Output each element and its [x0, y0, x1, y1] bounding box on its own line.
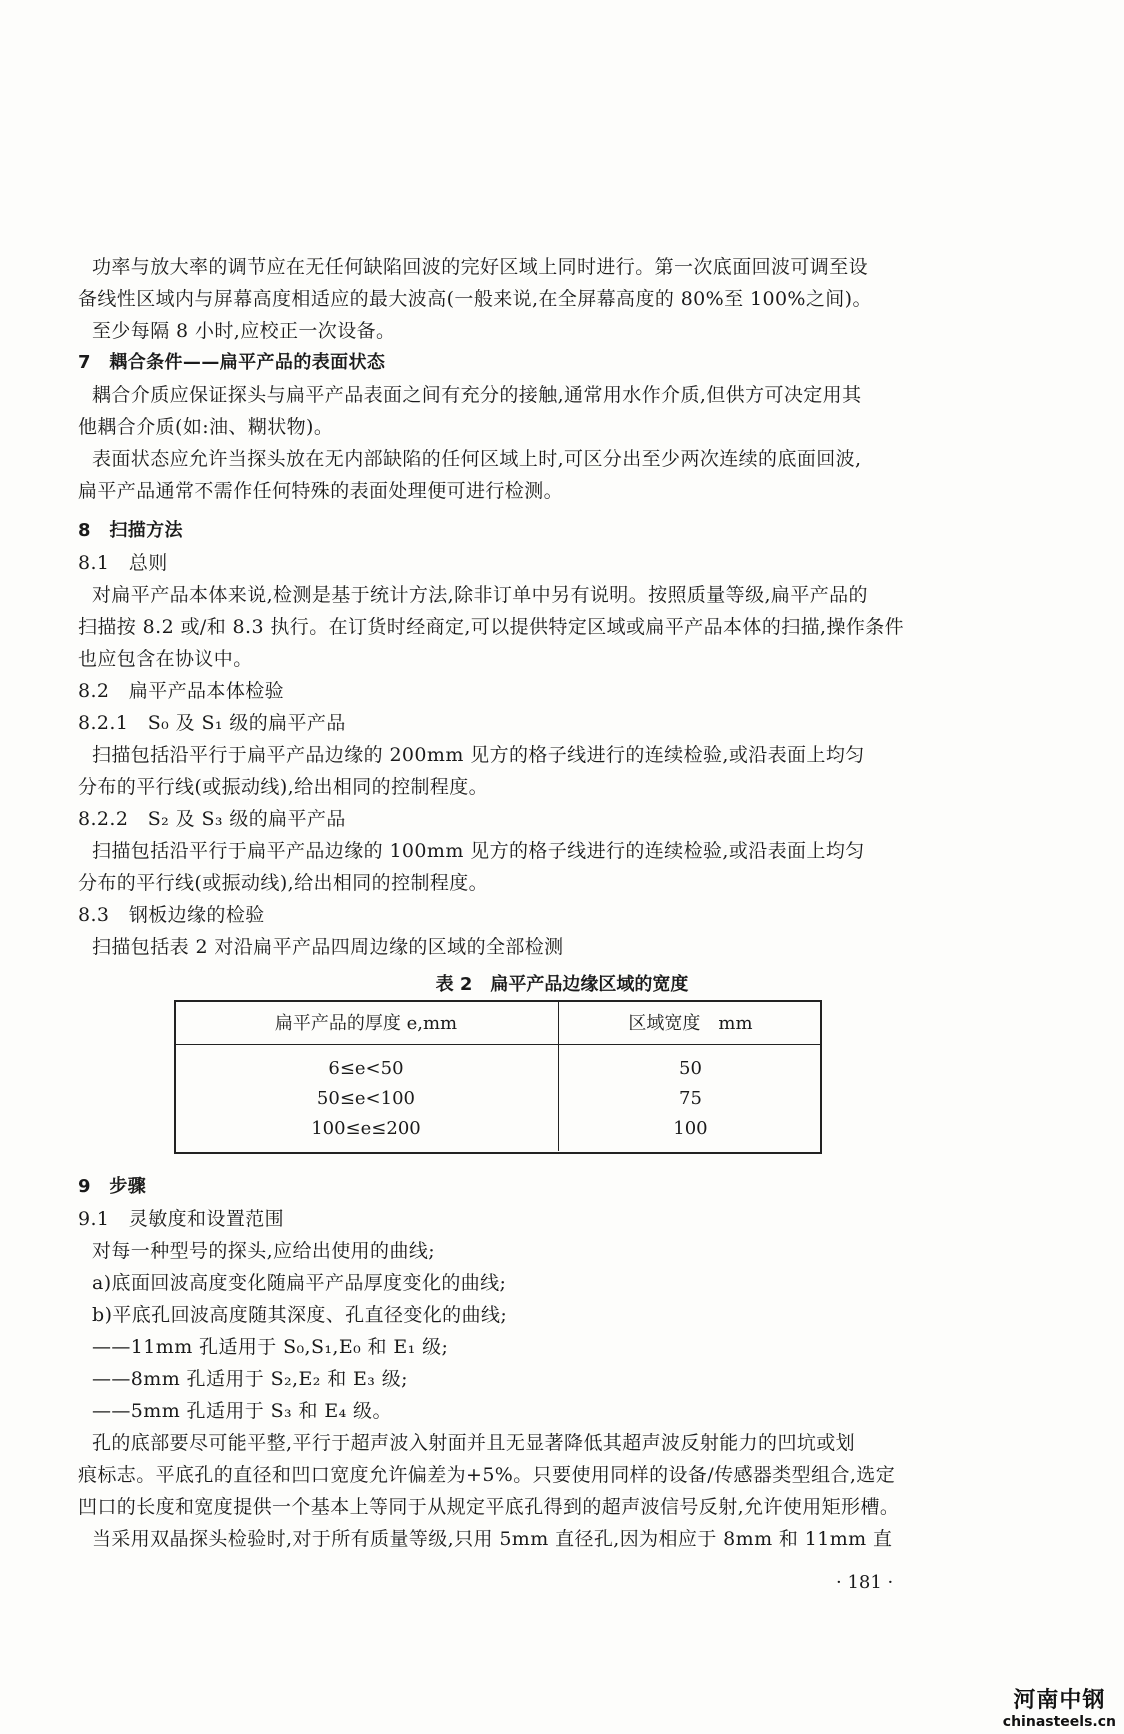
paragraph-line: 分布的平行线(或振动线),给出相同的控制程度。	[78, 776, 489, 798]
list-item: ——11mm 孔适用于 S₀,S₁,E₀ 和 E₁ 级;	[92, 1336, 449, 1358]
table-row	[174, 1113, 822, 1151]
list-item: ——5mm 孔适用于 S₃ 和 E₄ 级。	[92, 1400, 392, 1422]
paragraph-line: 至少每隔 8 小时,应校正一次设备。	[92, 320, 396, 342]
table-caption: 表 2 扁平产品边缘区域的宽度	[435, 974, 689, 995]
subsection-heading-9-1: 9.1 灵敏度和设置范围	[78, 1208, 285, 1230]
section-heading-9: 9 步骤	[78, 1176, 147, 1197]
subsection-heading-8-3: 8.3 钢板边缘的检验	[78, 904, 265, 926]
table-cell: 100≤e≤200	[311, 1117, 421, 1139]
paragraph-line: 凹口的长度和宽度提供一个基本上等同于从规定平底孔得到的超声波信号反射,允许使用矩形槽。	[78, 1496, 900, 1518]
paragraph-line: 孔的底部要尽可能平整,平行于超声波入射面并且无显著降低其超声波反射能力的凹坑或划	[92, 1432, 856, 1454]
paragraph-line: 扫描包括表 2 对沿扁平产品四周边缘的区域的全部检测	[92, 936, 564, 958]
list-item: ——8mm 孔适用于 S₂,E₂ 和 E₃ 级;	[92, 1368, 408, 1390]
paragraph-line: 扫描包括沿平行于扁平产品边缘的 200mm 见方的格子线进行的连续检验,或沿表面上均匀	[92, 744, 865, 766]
paragraph-line: 对每一种型号的探头,应给出使用的曲线;	[92, 1240, 436, 1262]
watermark-title: 河南中钢	[1013, 1688, 1106, 1713]
table-cell: 6≤e<50	[328, 1057, 404, 1079]
watermark-url: chinasteels.cn	[1002, 1714, 1116, 1730]
page-number: · 181 ·	[836, 1572, 894, 1593]
paragraph-line: 他耦合介质(如:油、糊状物)。	[78, 416, 334, 438]
paragraph-line: 表面状态应允许当探头放在无内部缺陷的任何区域上时,可区分出至少两次连续的底面回波,	[92, 448, 862, 470]
paragraph-line: 耦合介质应保证探头与扁平产品表面之间有充分的接触,通常用水作介质,但供方可决定用其	[92, 384, 862, 406]
table-header-width: 区域宽度 mm	[558, 1000, 822, 1045]
paragraph-line: 痕标志。平底孔的直径和凹口宽度允许偏差为+5%。只要使用同样的设备/传感器类型组合,选定	[78, 1464, 896, 1486]
subsection-heading-8-2-2: 8.2.2 S₂ 及 S₃ 级的扁平产品	[78, 808, 346, 830]
subsection-heading-8-2: 8.2 扁平产品本体检验	[78, 680, 285, 702]
list-item: a)底面回波高度变化随扁平产品厚度变化的曲线;	[92, 1272, 507, 1294]
table-cell: 100	[558, 1113, 822, 1151]
table-cell: 50	[558, 1045, 822, 1084]
subsection-heading-8-2-1: 8.2.1 S₀ 及 S₁ 级的扁平产品	[78, 712, 346, 734]
paragraph-line: 也应包含在协议中。	[78, 648, 253, 670]
table-row	[174, 1045, 822, 1084]
paragraph-line: 功率与放大率的调节应在无任何缺陷回波的完好区域上同时进行。第一次底面回波可调至设	[92, 256, 869, 278]
subsection-heading-8-1: 8.1 总则	[78, 552, 168, 574]
paragraph-line: 分布的平行线(或振动线),给出相同的控制程度。	[78, 872, 489, 894]
paragraph-line: 扫描按 8.2 或/和 8.3 执行。在订货时经商定,可以提供特定区域或扁平产品本体的扫描,操作条件	[78, 616, 905, 638]
table-header-thickness: 扁平产品的厚度 e,mm	[174, 1000, 558, 1045]
table-row	[174, 1083, 822, 1113]
section-heading-7: 7 耦合条件——扁平产品的表面状态	[78, 352, 386, 373]
paragraph-line: 备线性区域内与屏幕高度相适应的最大波高(一般来说,在全屏幕高度的 80%至 100%之间)。	[78, 288, 872, 310]
section-heading-8: 8 扫描方法	[78, 520, 183, 541]
list-item: b)平底孔回波高度随其深度、孔直径变化的曲线;	[92, 1304, 508, 1326]
paragraph-line: 当采用双晶探头检验时,对于所有质量等级,只用 5mm 直径孔,因为相应于 8mm 和 11mm 直	[92, 1528, 893, 1550]
watermark	[1003, 1683, 1116, 1730]
table-cell: 50≤e<100	[316, 1087, 415, 1109]
paragraph-line: 扁平产品通常不需作任何特殊的表面处理便可进行检测。	[78, 480, 564, 502]
edge-width-table	[174, 1000, 822, 1151]
table-cell: 75	[558, 1083, 822, 1113]
paragraph-line: 扫描包括沿平行于扁平产品边缘的 100mm 见方的格子线进行的连续检验,或沿表面上均匀	[92, 840, 865, 862]
paragraph-line: 对扁平产品本体来说,检测是基于统计方法,除非订单中另有说明。按照质量等级,扁平产品的	[92, 584, 868, 606]
